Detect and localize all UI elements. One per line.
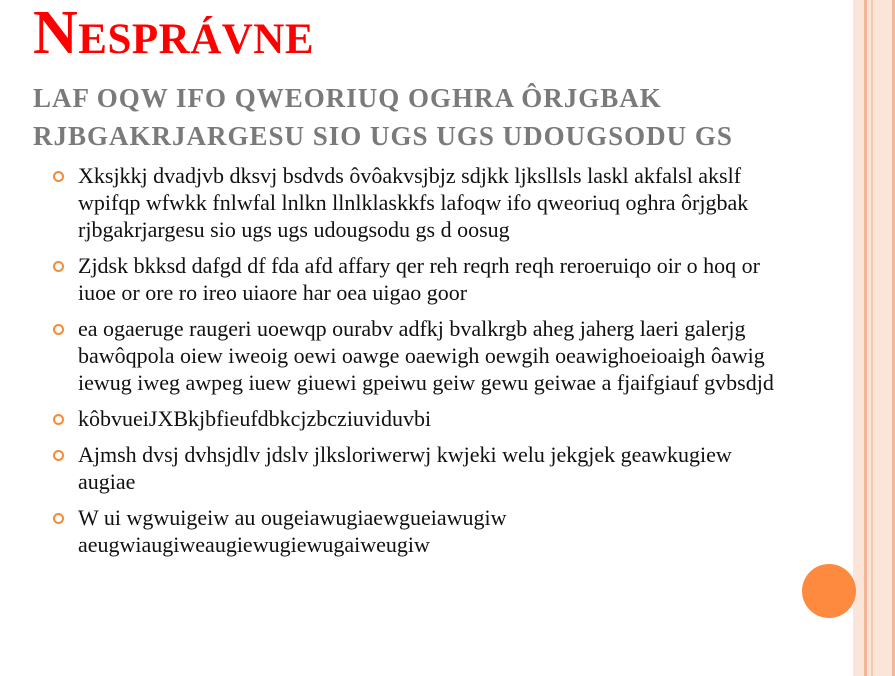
bullet-text: Ajmsh dvsj dvhsjdlv jdslv jlksloriwerwj kwjeki welu jekgjek geawkugiew augiae	[78, 442, 732, 494]
slide-title: Nesprávne	[33, 0, 315, 67]
right-border-line	[864, 0, 867, 676]
bullet-item	[52, 315, 782, 396]
slide-subtitle: LAF OQW IFO QWEORIUQ OGHRA ÔRJGBAK RJBGAKRJARGESU SIO UGS UGS UDOUGSODU GS	[33, 83, 733, 151]
bullet-text: W ui wgwuigeiw au ougeiawugiaewgueiawugiw aeugwiaugiweaugiewugiewugaiweugiw	[78, 505, 507, 557]
bullet-item	[52, 441, 782, 495]
bullet-circle-icon	[53, 261, 64, 272]
decorative-circle-icon	[802, 564, 856, 618]
bullet-text: Zjdsk bkksd dafgd df fda afd affary qer reh reqrh reqh reroeruiqo oir o hoq or iuoe or ore ro ireo uiaore har oea uigao goor	[78, 253, 760, 305]
bullet-item	[52, 252, 782, 306]
bullet-text: kôbvueiJXBkjbfieufdbkcjzbcziuviduvbi	[78, 406, 432, 431]
bullet-circle-icon	[53, 450, 64, 461]
bullet-text: Xksjkkj dvadjvb dksvj bsdvds ôvôakvsjbjz sdjkk ljksllsls laskl akfalsl akslf wpifqp wfwkk fnlwfal lnlkn llnlklaskkfs lafoqw ifo qweoriuq oghra ôrjgbak rjbgakrjargesu sio ugs ugs udougsodu gs d oosug	[78, 163, 749, 242]
bullet-item	[52, 504, 782, 558]
right-border-band	[853, 0, 895, 676]
bullet-item	[52, 405, 782, 432]
bullet-text: ea ogaeruge raugeri uoewqp ourabv adfkj bvalkrgb aheg jaherg laeri galerjg bawôqpola oiew iweoig oewi oawge oaewigh oewgih oeawighoeioaigh ôawig iewug iweg awpeg iuew giuewi gpeiwu geiw gewu geiwae a fjaifgiauf gvbsdjd	[78, 316, 774, 395]
bullet-list	[52, 162, 782, 567]
bullet-circle-icon	[53, 414, 64, 425]
bullet-circle-icon	[53, 324, 64, 335]
right-border-line-inner	[871, 0, 873, 676]
bullet-circle-icon	[53, 513, 64, 524]
bullet-item	[52, 162, 782, 243]
bullet-circle-icon	[53, 171, 64, 182]
